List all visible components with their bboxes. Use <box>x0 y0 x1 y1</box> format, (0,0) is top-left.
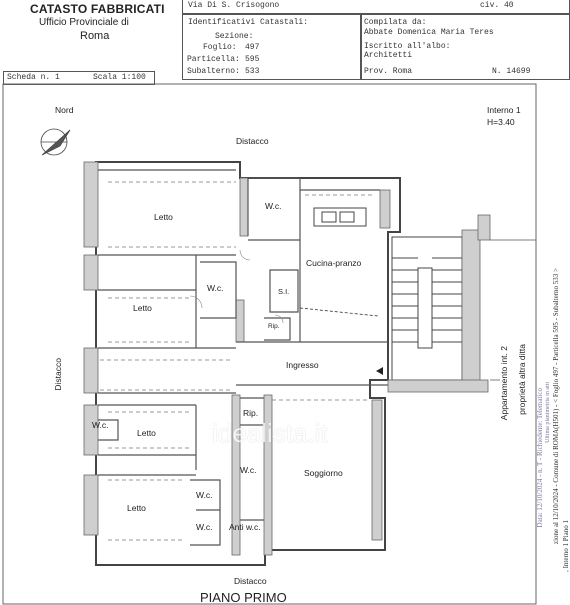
iscritto-label: Iscritto all'albo: <box>364 42 451 51</box>
foglio-value: 497 <box>245 43 260 52</box>
room-ingresso: Ingresso <box>286 360 319 370</box>
foglio-label: Foglio: <box>203 43 237 52</box>
room-wc-3: W.c. <box>92 420 109 430</box>
room-letto-3: Letto <box>137 428 156 438</box>
stamp-line-1: Data: 12/10/2024 - n. T - Richiedente: Telematico <box>536 388 544 528</box>
subalterno-label: Subalterno: <box>187 67 240 76</box>
room-cucina-pranzo: Cucina-pranzo <box>306 258 362 268</box>
particella-label: Particella: <box>187 55 240 64</box>
room-si: S.I. <box>278 287 290 296</box>
scheda-label: Scheda n. 1 <box>7 73 60 82</box>
stamp-line-2: Ultima planimetria in atti <box>545 382 551 443</box>
distacco-bottom-label: Distacco <box>234 576 267 586</box>
room-letto-1: Letto <box>154 212 173 222</box>
compilata-label: Compilata da: <box>364 18 427 27</box>
north-arrow-icon <box>41 129 70 155</box>
distacco-left-label: Distacco <box>53 358 63 391</box>
stamp-line-3: zione al 12/10/2024 - Comune di ROMA(H501) - < Foglio 497 - Particella 595 - Subalterno 533 > <box>552 268 560 544</box>
room-rip-2: Rip. <box>243 408 259 418</box>
office-label: Ufficio Provinciale di <box>39 17 129 28</box>
other-owner-label: proprietà altra ditta <box>517 344 527 415</box>
room-anti-wc: Anti w.c. <box>229 522 261 532</box>
watermark-text: idealista.it <box>212 418 328 448</box>
particella-value: 595 <box>245 55 260 64</box>
room-wc-4: W.c. <box>240 465 257 475</box>
province-label: Prov. Roma <box>364 67 413 76</box>
document-title: CATASTO FABBRICATI <box>30 2 165 16</box>
room-wc-5: W.c. <box>196 490 213 500</box>
room-wc-6: W.c. <box>196 522 213 532</box>
room-letto-2: Letto <box>133 303 152 313</box>
height-label: H=3.40 <box>487 117 515 127</box>
room-letto-4: Letto <box>127 503 146 513</box>
scale-label: Scala 1:100 <box>93 73 146 82</box>
room-wc-1: W.c. <box>265 201 282 211</box>
sezione-label: Sezione: <box>215 32 254 41</box>
address-text: Via Di S. Crisogono <box>188 1 280 10</box>
room-wc-2: W.c. <box>207 283 224 293</box>
interno-label: Interno 1 <box>487 105 521 115</box>
north-label: Nord <box>55 105 74 115</box>
subalterno-value: 533 <box>245 67 260 76</box>
room-rip-1: Rip. <box>268 323 280 330</box>
city-label: Roma <box>80 30 110 42</box>
floor-title: PIANO PRIMO <box>200 590 287 605</box>
registration-number: N. 14699 <box>492 67 531 76</box>
room-soggiorno: Soggiorno <box>304 468 343 478</box>
stamp-line-4: , Interno 1 Piano 1 <box>562 520 570 572</box>
distacco-top-label: Distacco <box>236 136 269 146</box>
entrance-arrow-icon <box>376 367 383 375</box>
iscritto-value: Architetti <box>364 51 413 60</box>
neighbor-apartment-label: Appartamento int. 2 <box>499 346 509 421</box>
identifiers-label: Identificativi Catastali: <box>188 18 309 27</box>
compilata-name: Abbate Domenica Maria Teres <box>364 28 494 37</box>
civic-number: civ. 40 <box>480 1 514 10</box>
